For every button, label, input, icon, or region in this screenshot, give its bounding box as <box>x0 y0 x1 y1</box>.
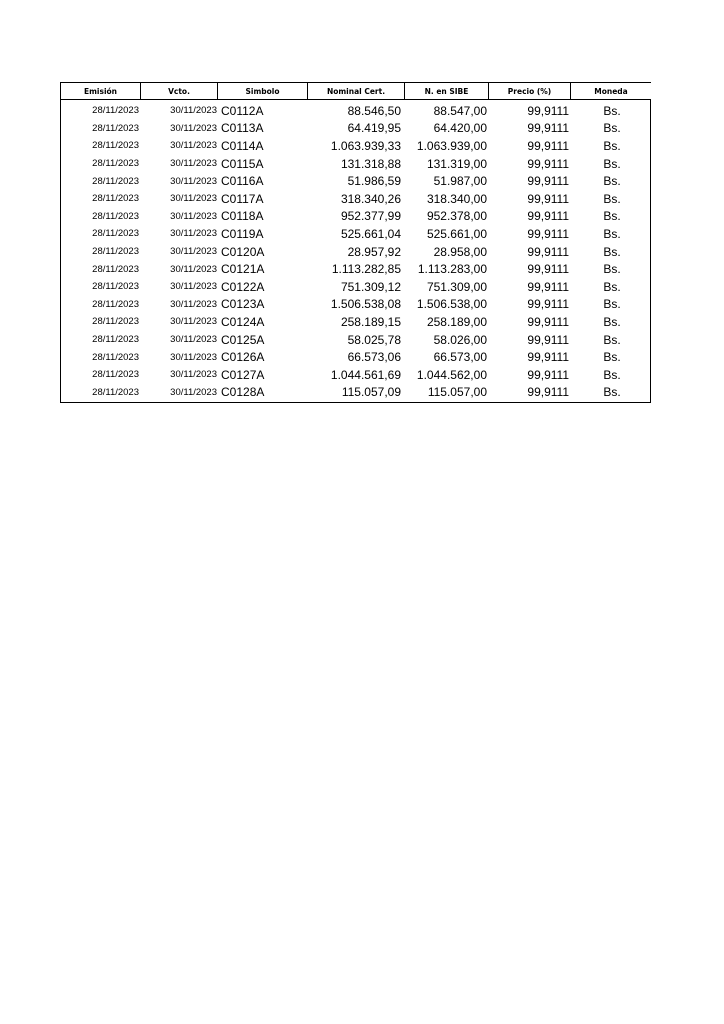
table-row <box>61 296 650 314</box>
cell-simbolo: C0117A <box>221 191 264 206</box>
cell-sibe: 258.189,00 <box>426 314 487 329</box>
cell-emision: 28/11/2023 <box>92 316 139 328</box>
cell-precio: 99,9111 <box>527 350 569 365</box>
cell-precio: 99,9111 <box>527 385 569 400</box>
cell-simbolo: C0126A <box>221 350 265 365</box>
table-row <box>61 331 650 349</box>
cell-precio: 99,9111 <box>527 209 569 224</box>
cell-simbolo: C0115A <box>221 156 264 171</box>
cell-precio: 99,9111 <box>527 297 569 312</box>
cell-sibe: 115.057,00 <box>427 385 487 400</box>
cell-simbolo: C0120A <box>221 244 265 259</box>
table-row <box>61 225 650 243</box>
cell-sibe: 952.378,00 <box>426 209 487 224</box>
cell-vcto: 30/11/2023 <box>170 369 217 381</box>
header-simbolo: Simbolo <box>218 83 308 99</box>
cell-moneda: Bs. <box>603 209 621 224</box>
cell-nominal: 258.189,15 <box>340 314 401 329</box>
cell-sibe: 58.026,00 <box>433 332 487 347</box>
cell-vcto: 30/11/2023 <box>170 334 217 346</box>
table-row <box>61 172 650 190</box>
cell-moneda: Bs. <box>603 385 621 400</box>
cell-nominal: 751.309,12 <box>340 279 401 294</box>
table-row <box>61 102 650 120</box>
cell-simbolo: C0119A <box>221 226 264 241</box>
cell-vcto: 30/11/2023 <box>170 351 217 363</box>
table-body <box>60 100 651 403</box>
cell-simbolo: C0123A <box>221 297 265 312</box>
cell-vcto: 30/11/2023 <box>170 193 217 205</box>
header-precio: Precio (%) <box>489 83 571 99</box>
cell-moneda: Bs. <box>603 367 621 382</box>
cell-nominal: 1.063.939,33 <box>330 138 401 153</box>
cell-emision: 28/11/2023 <box>92 193 139 205</box>
cell-vcto: 30/11/2023 <box>170 105 217 117</box>
cell-simbolo: C0125A <box>221 332 265 347</box>
cell-sibe: 88.547,00 <box>433 103 487 118</box>
cell-emision: 28/11/2023 <box>92 210 139 222</box>
cell-simbolo: C0114A <box>221 138 264 153</box>
cell-emision: 28/11/2023 <box>92 140 139 152</box>
cell-vcto: 30/11/2023 <box>170 316 217 328</box>
cell-simbolo: C0122A <box>221 279 265 294</box>
cell-precio: 99,9111 <box>527 138 569 153</box>
cell-nominal: 1.506.538,08 <box>330 297 401 312</box>
cell-emision: 28/11/2023 <box>92 369 139 381</box>
table-row <box>61 366 650 384</box>
cell-vcto: 30/11/2023 <box>170 122 217 134</box>
cell-moneda: Bs. <box>603 279 621 294</box>
cell-vcto: 30/11/2023 <box>170 228 217 240</box>
cell-emision: 28/11/2023 <box>92 122 139 134</box>
header-vcto: Vcto. <box>141 83 218 99</box>
cell-emision: 28/11/2023 <box>92 281 139 293</box>
cell-sibe: 525.661,00 <box>426 226 487 241</box>
cell-sibe: 66.573,00 <box>433 350 487 365</box>
cell-nominal: 1.113.282,85 <box>331 262 401 277</box>
cell-sibe: 1.063.939,00 <box>416 138 487 153</box>
table-row <box>61 384 650 402</box>
issuance-table <box>60 82 651 403</box>
cell-vcto: 30/11/2023 <box>170 210 217 222</box>
cell-nominal: 58.025,78 <box>347 332 401 347</box>
header-nominal: Nominal Cert. <box>308 83 405 99</box>
cell-simbolo: C0128A <box>221 385 265 400</box>
cell-sibe: 64.420,00 <box>433 121 487 136</box>
cell-simbolo: C0124A <box>221 314 265 329</box>
cell-moneda: Bs. <box>603 244 621 259</box>
cell-precio: 99,9111 <box>527 332 569 347</box>
cell-vcto: 30/11/2023 <box>170 158 217 170</box>
cell-sibe: 1.506.538,00 <box>416 297 487 312</box>
cell-moneda: Bs. <box>603 262 621 277</box>
cell-precio: 99,9111 <box>527 191 569 206</box>
cell-nominal: 131.318,88 <box>340 156 401 171</box>
cell-sibe: 1.113.283,00 <box>417 262 487 277</box>
cell-moneda: Bs. <box>603 226 621 241</box>
cell-emision: 28/11/2023 <box>92 228 139 240</box>
cell-vcto: 30/11/2023 <box>170 246 217 258</box>
cell-precio: 99,9111 <box>527 121 569 136</box>
cell-simbolo: C0121A <box>221 262 265 277</box>
cell-simbolo: C0113A <box>221 121 264 136</box>
cell-emision: 28/11/2023 <box>92 246 139 258</box>
cell-sibe: 28.958,00 <box>433 244 487 259</box>
table-row <box>61 260 650 278</box>
table-row <box>61 278 650 296</box>
cell-emision: 28/11/2023 <box>92 175 139 187</box>
cell-moneda: Bs. <box>603 191 621 206</box>
table-row <box>61 208 650 226</box>
cell-simbolo: C0116A <box>221 174 264 189</box>
cell-moneda: Bs. <box>603 314 621 329</box>
cell-emision: 28/11/2023 <box>92 386 139 398</box>
cell-nominal: 1.044.561,69 <box>330 367 401 382</box>
cell-nominal: 64.419,95 <box>347 121 401 136</box>
cell-emision: 28/11/2023 <box>92 158 139 170</box>
table-row <box>61 155 650 173</box>
cell-moneda: Bs. <box>603 350 621 365</box>
cell-emision: 28/11/2023 <box>92 105 139 117</box>
cell-precio: 99,9111 <box>527 279 569 294</box>
cell-precio: 99,9111 <box>527 156 569 171</box>
cell-moneda: Bs. <box>603 121 621 136</box>
cell-moneda: Bs. <box>603 103 621 118</box>
cell-vcto: 30/11/2023 <box>170 263 217 275</box>
cell-nominal: 88.546,50 <box>347 103 401 118</box>
cell-moneda: Bs. <box>603 297 621 312</box>
table-row <box>61 120 650 138</box>
cell-sibe: 751.309,00 <box>426 279 487 294</box>
table-row <box>61 348 650 366</box>
cell-moneda: Bs. <box>603 174 621 189</box>
cell-simbolo: C0118A <box>221 209 264 224</box>
cell-precio: 99,9111 <box>527 262 569 277</box>
cell-nominal: 952.377,99 <box>340 209 401 224</box>
cell-nominal: 66.573,06 <box>347 350 401 365</box>
cell-vcto: 30/11/2023 <box>170 281 217 293</box>
cell-vcto: 30/11/2023 <box>170 140 217 152</box>
cell-emision: 28/11/2023 <box>92 351 139 363</box>
cell-precio: 99,9111 <box>527 314 569 329</box>
table-row <box>61 190 650 208</box>
cell-vcto: 30/11/2023 <box>170 386 217 398</box>
table-header <box>60 82 651 100</box>
header-emision: Emisión <box>61 83 141 99</box>
cell-nominal: 51.986,59 <box>347 174 401 189</box>
table-row <box>61 243 650 261</box>
cell-emision: 28/11/2023 <box>92 298 139 310</box>
cell-nominal: 28.957,92 <box>347 244 401 259</box>
cell-moneda: Bs. <box>603 138 621 153</box>
cell-vcto: 30/11/2023 <box>170 175 217 187</box>
cell-emision: 28/11/2023 <box>92 334 139 346</box>
cell-precio: 99,9111 <box>527 103 569 118</box>
table-row <box>61 313 650 331</box>
cell-precio: 99,9111 <box>527 367 569 382</box>
header-sibe: N. en SIBE <box>405 83 489 99</box>
header-moneda: Moneda <box>594 86 628 96</box>
cell-sibe: 131.319,00 <box>426 156 487 171</box>
cell-nominal: 115.057,09 <box>341 385 401 400</box>
cell-sibe: 1.044.562,00 <box>416 367 487 382</box>
cell-precio: 99,9111 <box>527 244 569 259</box>
cell-sibe: 318.340,00 <box>426 191 487 206</box>
cell-simbolo: C0127A <box>221 367 265 382</box>
table-row <box>61 137 650 155</box>
cell-moneda: Bs. <box>603 156 621 171</box>
cell-nominal: 318.340,26 <box>340 191 401 206</box>
cell-sibe: 51.987,00 <box>433 174 487 189</box>
cell-vcto: 30/11/2023 <box>170 298 217 310</box>
cell-emision: 28/11/2023 <box>92 263 139 275</box>
cell-precio: 99,9111 <box>527 226 569 241</box>
cell-precio: 99,9111 <box>527 174 569 189</box>
cell-nominal: 525.661,04 <box>340 226 401 241</box>
cell-moneda: Bs. <box>603 332 621 347</box>
cell-simbolo: C0112A <box>221 103 264 118</box>
